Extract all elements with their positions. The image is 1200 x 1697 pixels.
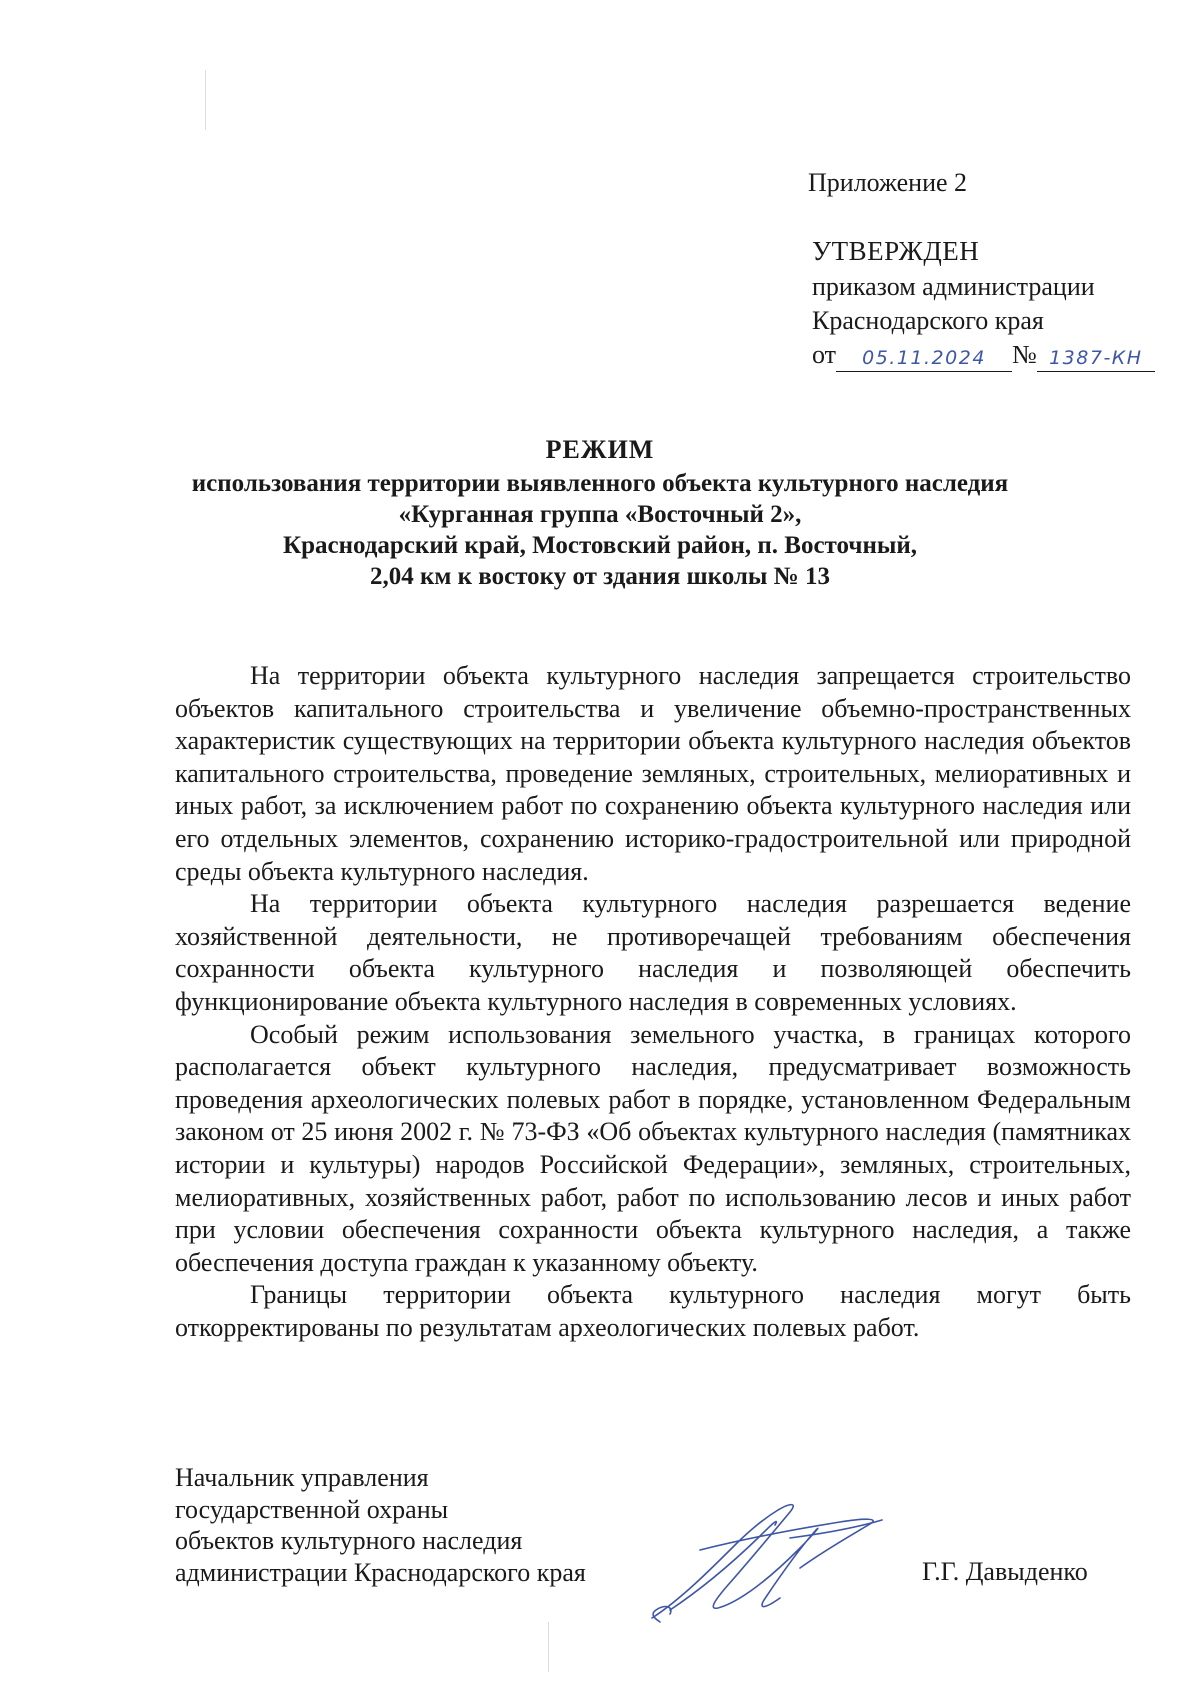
- title-line-4: 2,04 км к востоку от здания школы № 13: [369, 563, 831, 590]
- position-line-2: государственной охраны: [175, 1494, 449, 1524]
- title-main: РЕЖИМ: [545, 435, 655, 464]
- paragraph-permitted-activity: На территории объекта культурного наследия разрешается ведение хозяйственной деятельности, не противоречащей требованиям обеспечения сохранности объекта культурного наследия и позволяющей обеспечить функционирование объекта культурного наследия в современных условиях.: [175, 889, 1131, 1016]
- number-prefix: №: [1012, 340, 1037, 369]
- approval-block: [812, 234, 1155, 372]
- signatory-position: [175, 1462, 586, 1588]
- order-date-handwritten: 05.11.2024: [836, 345, 1012, 372]
- position-line-3: объектов культурного наследия: [175, 1526, 523, 1555]
- approved-heading: УТВЕРЖДЕН: [812, 236, 980, 266]
- paragraph-special-regime: Особый режим использования земельного участка, в границах которого располагается объект культурного наследия, предусматривает возможность проведения археологических полевых работ в порядке, установленном Федеральным законом от 25 июня 2002 г. № 73-ФЗ «Об объектах культурного наследия (памятниках истории и культуры) народов Российской Федерации», земляных, строительных, мелиоративных, хозяйственных работ, работ по использованию лесов и иных работ при условии обеспечения сохранности объекта культурного наследия, а также обеспечения доступа граждан к указанному объекту.: [175, 1019, 1131, 1277]
- position-line-1: Начальник управления: [175, 1463, 429, 1492]
- scan-artifact: [548, 1622, 549, 1672]
- order-date-number-row: [812, 338, 1155, 372]
- approved-by-line-2: Краснодарского края: [812, 306, 1044, 335]
- signatory-name: Г.Г. Давыденко: [922, 1557, 1088, 1586]
- handwritten-signature: [640, 1490, 890, 1630]
- order-number-handwritten: 1387-КН: [1037, 345, 1155, 372]
- title-line-1: использования территории выявленного объекта культурного наследия: [191, 470, 1009, 497]
- title-line-3: Краснодарский край, Мостовский район, п. Восточный,: [282, 532, 918, 559]
- title-line-2: «Курганная группа «Восточный 2»,: [398, 501, 802, 528]
- paragraph-boundaries: Границы территории объекта культурного наследия могут быть откорректированы по результатам археологических полевых работ.: [175, 1280, 1131, 1342]
- position-line-4: администрации Краснодарского края: [175, 1557, 586, 1587]
- appendix-label: Приложение 2: [808, 168, 968, 197]
- scan-artifact: [205, 70, 206, 130]
- document-title: [120, 434, 1080, 592]
- paragraph-prohibitions: На территории объекта культурного наследия запрещается строительство объектов капитального строительства и увеличение объемно-пространственных характеристик существующих на территории объекта культурного наследия объектов капитального строительства, проведение земляных, строительных, мелиоративных и иных работ, за исключением работ по сохранению объекта культурного наследия или его отдельных элементов, сохранению историко-градостроительной или природной среды объекта культурного наследия.: [175, 661, 1131, 886]
- document-body: [175, 660, 1131, 1344]
- date-prefix: от: [812, 340, 837, 369]
- approved-by-line-1: приказом администрации: [812, 272, 1095, 301]
